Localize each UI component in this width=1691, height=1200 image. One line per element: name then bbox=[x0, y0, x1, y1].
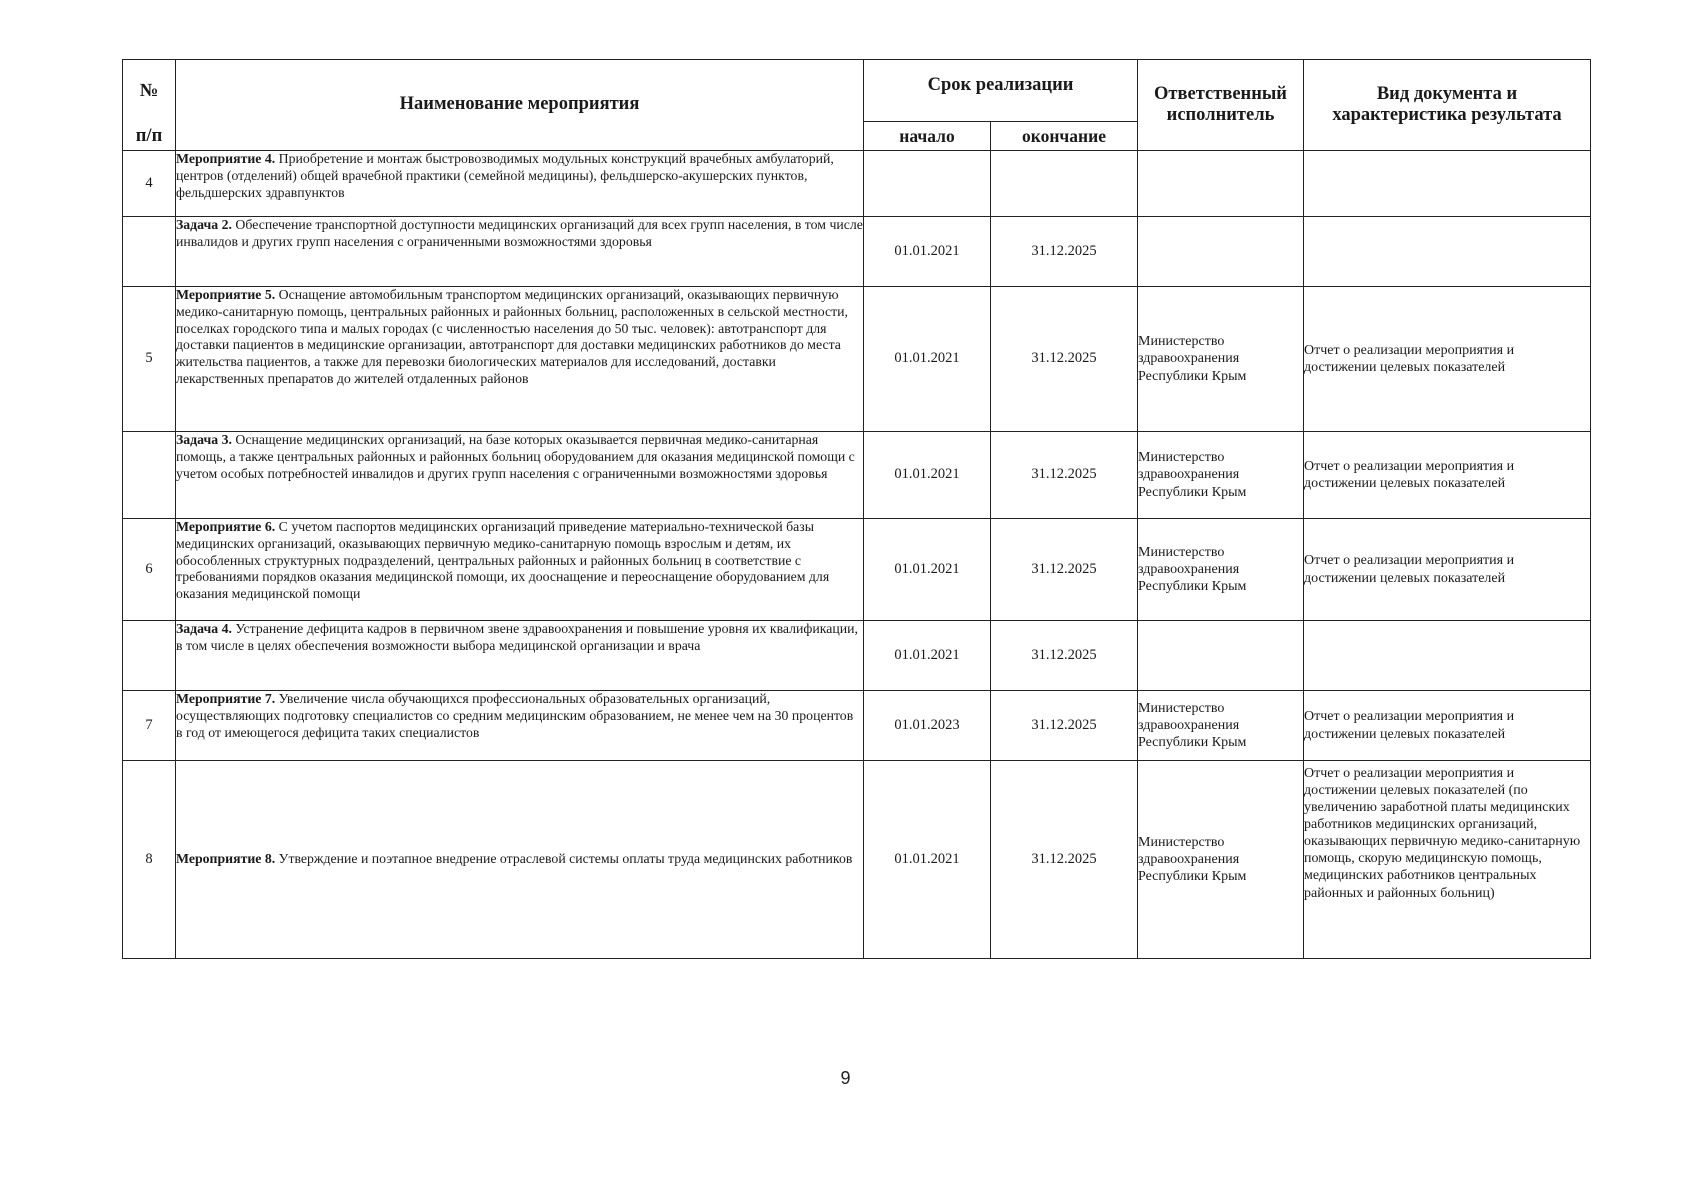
row-document bbox=[1304, 621, 1591, 691]
row-number bbox=[123, 217, 176, 287]
row-text: Оснащение медицинских организаций, на базе которых оказывается первичная медико-санитарная помощь, а также центральных районных и районных больниц оборудованием для оказания медицинской помощи с учетом особых потребностей инвалидов и других групп населения с ограниченными возможностями здоровья bbox=[176, 432, 855, 481]
header-name: Наименование мероприятия bbox=[176, 60, 864, 151]
table-row bbox=[123, 432, 1591, 519]
table-row bbox=[123, 151, 1591, 217]
row-responsible: Министерство здравоохранения Республики Крым bbox=[1138, 519, 1304, 621]
row-start: 01.01.2021 bbox=[864, 621, 991, 691]
row-text: Приобретение и монтаж быстровозводимых модульных конструкций врачебных амбулаторий, центров (отделений) общей врачебной практики (семейной медицины), фельдшерско-акушерских пунктов, фельдшерских здравпунктов bbox=[176, 151, 834, 200]
row-lead: Мероприятие 8. bbox=[176, 851, 276, 867]
row-document: Отчет о реализации мероприятия и достижении целевых показателей bbox=[1304, 287, 1591, 432]
row-responsible: Министерство здравоохранения Республики Крым bbox=[1138, 761, 1304, 959]
row-number: 7 bbox=[123, 691, 176, 761]
row-start: 01.01.2021 bbox=[864, 432, 991, 519]
table-body bbox=[123, 151, 1591, 959]
page-number: 9 bbox=[840, 1068, 851, 1088]
header-period: Срок реализации bbox=[864, 60, 1138, 122]
row-end: 31.12.2025 bbox=[991, 217, 1138, 287]
row-name bbox=[176, 432, 864, 519]
row-document bbox=[1304, 217, 1591, 287]
row-lead: Мероприятие 6. bbox=[176, 519, 276, 534]
activities-table bbox=[122, 59, 1591, 959]
row-name bbox=[176, 287, 864, 432]
row-number bbox=[123, 621, 176, 691]
row-start bbox=[864, 151, 991, 217]
header-document: Вид документа и характеристика результата bbox=[1304, 60, 1591, 151]
row-text: Обеспечение транспортной доступности медицинских организаций для всех групп населения, в том числе инвалидов и других групп населения с ограниченными возможностями здоровья bbox=[176, 217, 863, 249]
row-number bbox=[123, 432, 176, 519]
row-document: Отчет о реализации мероприятия и достижении целевых показателей bbox=[1304, 691, 1591, 761]
row-start: 01.01.2021 bbox=[864, 287, 991, 432]
row-lead: Задача 3. bbox=[176, 432, 232, 447]
header-number: № п/п bbox=[123, 60, 176, 151]
header-start: начало bbox=[864, 122, 991, 151]
row-number: 8 bbox=[123, 761, 176, 959]
table-row bbox=[123, 217, 1591, 287]
row-document bbox=[1304, 151, 1591, 217]
row-name bbox=[176, 621, 864, 691]
row-document: Отчет о реализации мероприятия и достижении целевых показателей bbox=[1304, 432, 1591, 519]
row-end: 31.12.2025 bbox=[991, 519, 1138, 621]
row-responsible bbox=[1138, 217, 1304, 287]
row-lead: Мероприятие 5. bbox=[176, 287, 276, 302]
row-start: 01.01.2021 bbox=[864, 217, 991, 287]
row-responsible: Министерство здравоохранения Республики Крым bbox=[1138, 691, 1304, 761]
row-text: Утверждение и поэтапное внедрение отраслевой системы оплаты труда медицинских работников bbox=[275, 851, 853, 867]
row-responsible: Министерство здравоохранения Республики Крым bbox=[1138, 287, 1304, 432]
row-document: Отчет о реализации мероприятия и достижении целевых показателей (по увеличению заработной платы медицинских работников медицинских организаций, оказывающих первичную медико-санитарную помощь, скорую медицинскую помощь, медицинских работников центральных районных и районных больниц) bbox=[1304, 761, 1591, 959]
header-responsible: Ответственный исполнитель bbox=[1138, 60, 1304, 151]
row-start: 01.01.2021 bbox=[864, 761, 991, 959]
row-text: Оснащение автомобильным транспортом медицинских организаций, оказывающих первичную медико-санитарную помощь, центральных районных и районных больниц, расположенных в сельской местности, поселках городского типа и малых городах (с численностью населения до 50 тыс. человек): автотранспорт для доставки пациентов в медицинские организации, автотранспорт для доставки медицинских работников до места жительства пациентов, а также для перевозки биологических материалов для исследований, доставки лекарственных препаратов до жителей отдаленных районов bbox=[176, 287, 848, 387]
row-name bbox=[176, 691, 864, 761]
table-row bbox=[123, 761, 1591, 959]
row-number: 4 bbox=[123, 151, 176, 217]
row-responsible bbox=[1138, 621, 1304, 691]
row-end bbox=[991, 151, 1138, 217]
row-start: 01.01.2021 bbox=[864, 519, 991, 621]
row-number: 6 bbox=[123, 519, 176, 621]
row-end: 31.12.2025 bbox=[991, 691, 1138, 761]
row-responsible: Министерство здравоохранения Республики Крым bbox=[1138, 432, 1304, 519]
row-name bbox=[176, 519, 864, 621]
row-lead: Мероприятие 7. bbox=[176, 691, 276, 706]
row-lead: Задача 2. bbox=[176, 217, 232, 232]
row-text: С учетом паспортов медицинских организаций приведение материально-технической базы медицинских организаций, оказывающих первичную медико-санитарную помощь взрослым и детям, их обособленных структурных подразделений, центральных районных и районных больниц в соответствие с требованиями порядков оказания медицинской помощи, их дооснащение и переоснащение оборудованием для оказания медицинской помощи bbox=[176, 519, 830, 602]
header-end: окончание bbox=[991, 122, 1138, 151]
row-end: 31.12.2025 bbox=[991, 761, 1138, 959]
row-name bbox=[176, 761, 864, 959]
row-lead: Задача 4. bbox=[176, 621, 232, 636]
row-end: 31.12.2025 bbox=[991, 621, 1138, 691]
row-document: Отчет о реализации мероприятия и достижении целевых показателей bbox=[1304, 519, 1591, 621]
row-text: Увеличение числа обучающихся профессиональных образовательных организаций, осуществляющих подготовку специалистов со средним медицинским образованием, не менее чем на 30 процентов в год от имеющегося дефицита таких специалистов bbox=[176, 691, 854, 740]
row-number: 5 bbox=[123, 287, 176, 432]
row-end: 31.12.2025 bbox=[991, 287, 1138, 432]
row-name bbox=[176, 151, 864, 217]
table-row bbox=[123, 287, 1591, 432]
row-lead: Мероприятие 4. bbox=[176, 151, 276, 166]
table-row bbox=[123, 519, 1591, 621]
table-row bbox=[123, 621, 1591, 691]
table-header bbox=[123, 60, 1591, 151]
row-end: 31.12.2025 bbox=[991, 432, 1138, 519]
row-text: Устранение дефицита кадров в первичном звене здравоохранения и повышение уровня их квалификации, в том числе в целях обеспечения возможности выбора медицинской организации и врача bbox=[176, 621, 858, 653]
table-row bbox=[123, 691, 1591, 761]
row-responsible bbox=[1138, 151, 1304, 217]
row-start: 01.01.2023 bbox=[864, 691, 991, 761]
row-name bbox=[176, 217, 864, 287]
